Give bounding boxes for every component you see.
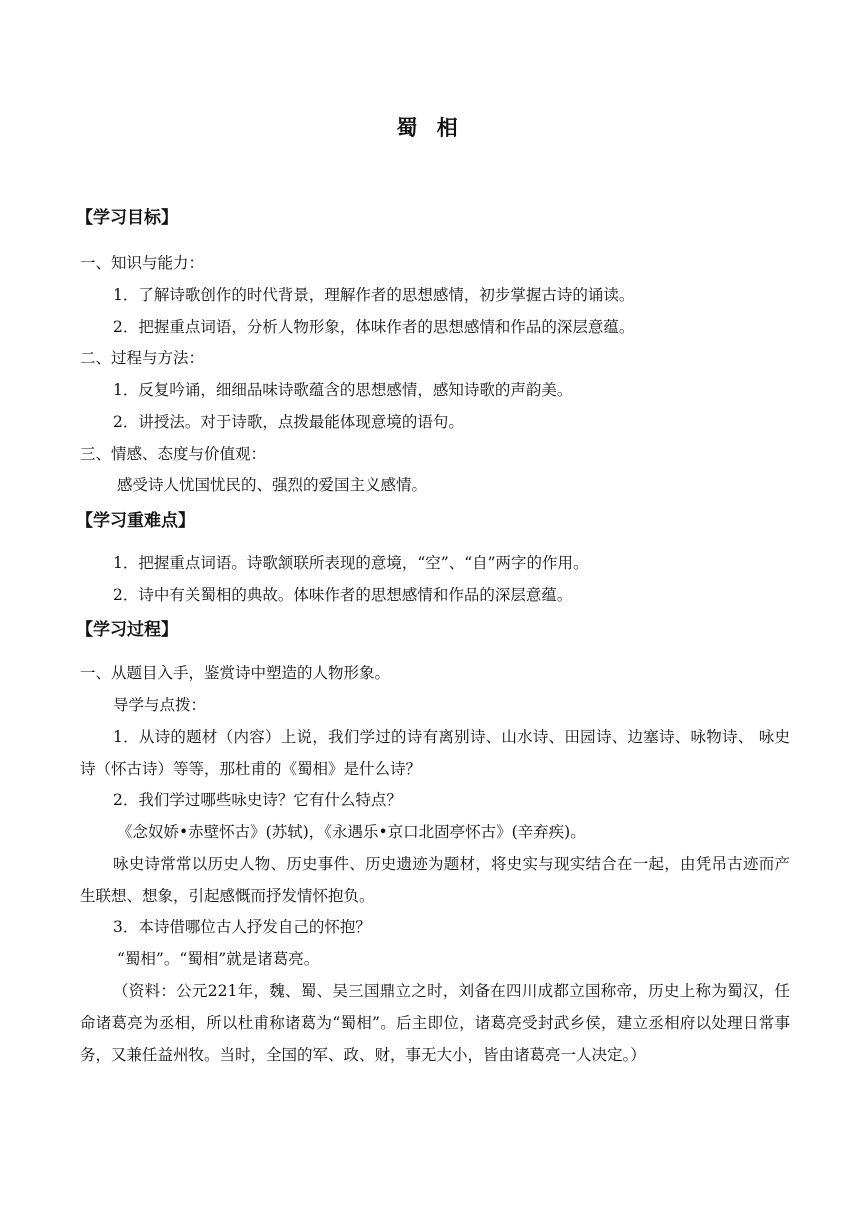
objectives-s2-item-1: 1．反复吟诵，细细品味诗歌蕴含的思想感情，感知诗歌的声韵美。 [113, 381, 573, 399]
process-question-3: 3．本诗借哪位古人抒发自己的怀抱？ [113, 918, 371, 936]
process-heading: 【学习过程】 [76, 620, 178, 640]
objectives-s1-item-2: 2．把握重点词语，分析人物形象，体味作者的思想感情和作品的深层意蕴。 [113, 318, 635, 336]
process-question-2-answer: 《念奴娇•赤壁怀古》(苏轼)，《永遇乐•京口北固亭怀古》(辛弃疾)。 [117, 823, 586, 841]
objectives-s2-item-2: 2．讲授法。对于诗歌，点拨最能体现意境的语句。 [113, 413, 464, 431]
objectives-section-1: 一、知识与能力： [80, 254, 205, 272]
process-question-2-explanation: 咏史诗常常以历史人物、历史事件、历史遗迹为题材，将史实与现实结合在一起，由凭吊古迹而产生联想、想象，引起感慨而抒发情怀抱负。 [80, 855, 790, 905]
process-question-3-answer: “蜀相”。“蜀相”就是诸葛亮。 [117, 950, 320, 968]
process-question-2: 2．我们学过哪些咏史诗？它有什么特点？ [113, 791, 402, 809]
objectives-s3-item-1: 感受诗人忧国忧民的、强烈的爱国主义感情。 [117, 476, 428, 494]
key-points-item-1: 1．把握重点词语。诗歌颔联所表现的意境，“空”、“自”两字的作用。 [113, 554, 589, 572]
key-points-item-2: 2．诗中有关蜀相的典故。体味作者的思想感情和作品的深层意蕴。 [113, 586, 573, 604]
process-material-note: （资料：公元221年，魏、蜀、吴三国鼎立之时，刘备在四川成都立国称帝，历史上称为蜀汉，任命诸葛亮为丞相，所以杜甫称诸葛为“蜀相”。后主即位，诸葛亮受封武乡侯，建立丞相府以处理日常事务，又兼任益州牧。当时，全国的军、政、财，事无大小，皆由诸葛亮一人决定。） [80, 982, 790, 1064]
objectives-s1-item-1: 1．了解诗歌创作的时代背景，理解作者的思想感情，初步掌握古诗的诵读。 [113, 286, 635, 304]
key-points-heading: 【学习重难点】 [76, 511, 195, 531]
process-section-1: 一、从题目入手，鉴赏诗中塑造的人物形象。 [80, 664, 391, 682]
process-question-1: 1．从诗的题材（内容）上说，我们学过的诗有离别诗、山水诗、田园诗、边塞诗、咏物诗、 咏史诗（怀古诗）等等，那杜甫的《蜀相》是什么诗？ [80, 728, 790, 778]
objectives-section-3: 三、情感、态度与价值观： [80, 445, 267, 463]
objectives-section-2: 二、过程与方法： [80, 349, 205, 367]
process-guide: 导学与点拨： [113, 696, 207, 714]
objectives-heading: 【学习目标】 [76, 208, 178, 228]
page-title: 蜀 相 [396, 115, 464, 140]
